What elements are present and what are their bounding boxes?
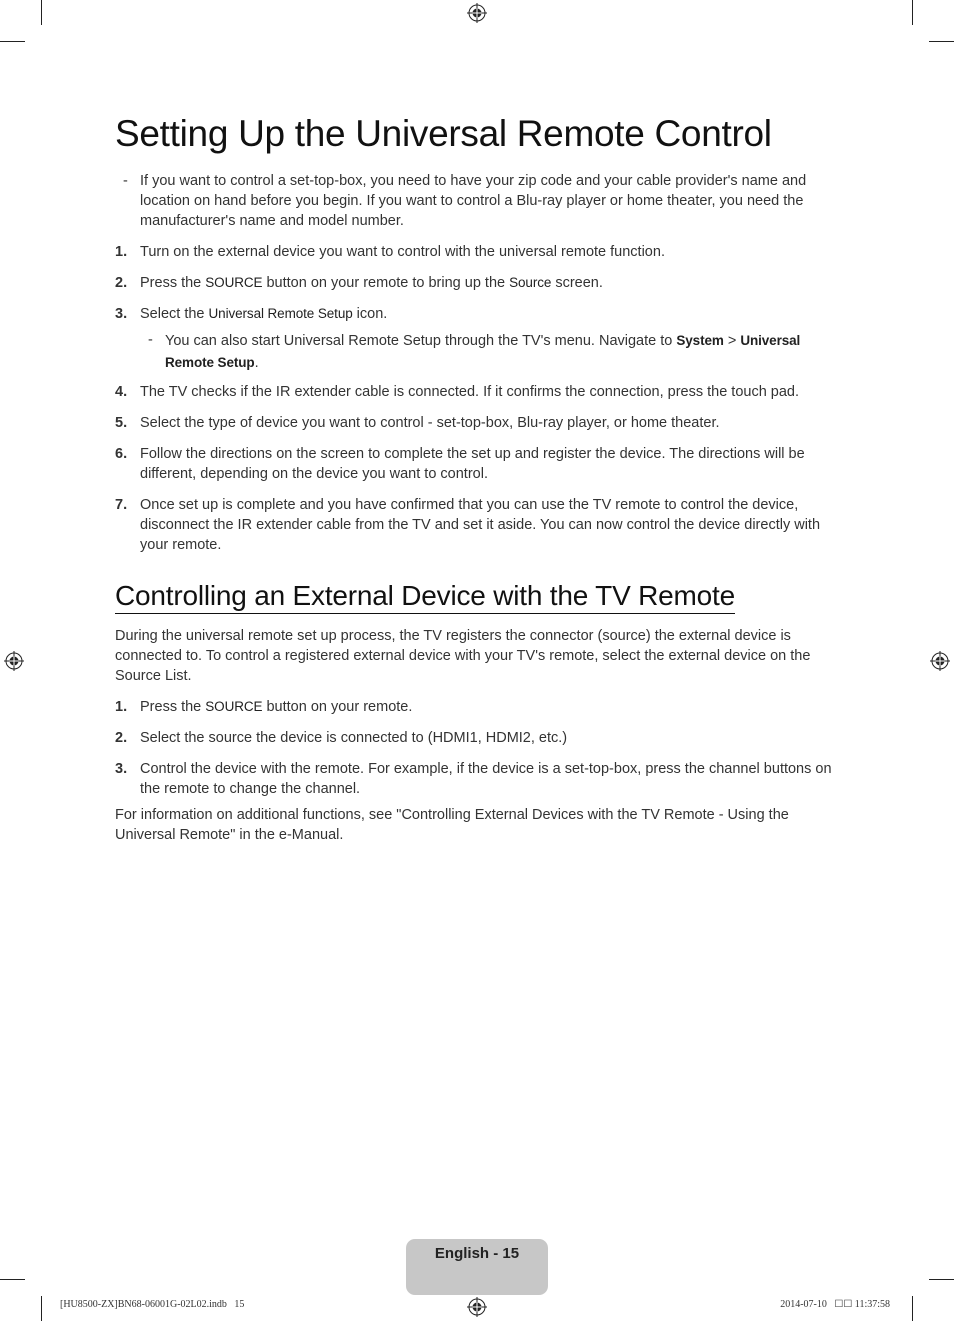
intro-note	[115, 171, 840, 231]
control-step	[115, 728, 840, 748]
step-text-part: Press the	[140, 275, 206, 291]
step-text-part: button on your remote to bring up the	[262, 275, 510, 291]
step-number: 2.	[115, 275, 128, 291]
step-number: 5.	[115, 415, 128, 431]
step-text: Control the device with the remote. For example, if the device is a set-top-box, press the channel buttons on the remote to change the channel.	[140, 761, 832, 797]
source-screen-label: Source	[509, 275, 552, 290]
step-text: Turn on the external device you want to control with the universal remote function.	[140, 244, 665, 260]
control-step	[115, 697, 840, 717]
step-text-part: screen.	[551, 275, 603, 291]
step-number: 1.	[115, 699, 128, 715]
universal-remote-setup-menu-label: Universal Remote Setup	[165, 333, 801, 370]
crop-mark	[929, 41, 954, 42]
step-number: 2.	[115, 730, 128, 746]
crop-mark	[0, 1279, 25, 1280]
page-number-label: English - 15	[434, 1245, 520, 1262]
crop-mark	[912, 1296, 913, 1321]
step-text-part: icon.	[352, 306, 388, 322]
crop-mark	[929, 1279, 954, 1280]
note-text-part: >	[723, 333, 741, 349]
step-number: 7.	[115, 497, 128, 513]
step-text: Once set up is complete and you have confirmed that you can use the TV remote to control the device, disconnect the IR extender cable from the TV and set it aside. You can now control the device directly with your remote.	[140, 497, 821, 553]
section-title: Controlling an External Device with the TV Remote	[115, 580, 735, 614]
step-text-part: button on your remote.	[262, 699, 413, 715]
step-text	[140, 304, 840, 324]
step-sub-note	[140, 330, 840, 374]
note-text: If you want to control a set-top-box, you need to have your zip code and your cable provider's name and location on hand before you begin. If you want to control a Blu-ray player or home theater, you need the manufacturer's name and model number.	[140, 173, 807, 229]
step-text-part: Press the	[140, 699, 206, 715]
page-title: Setting Up the Universal Remote Control	[115, 113, 772, 154]
step-text: The TV checks if the IR extender cable is connected. If it confirms the connection, press the touch pad.	[140, 384, 800, 400]
source-button-label: SOURCE	[205, 699, 263, 714]
step-number: 1.	[115, 244, 128, 260]
setup-step	[115, 304, 840, 324]
registration-mark-icon	[467, 3, 487, 23]
crop-mark	[41, 1296, 42, 1321]
section-intro: During the universal remote set up process, the TV registers the connector (source) the external device is connected to. To control a registered external device with your TV's remote, select the external device on the Source List.	[115, 628, 811, 684]
registration-mark-icon	[467, 1297, 487, 1317]
note-text-part: You can also start Universal Remote Setup through the TV's menu. Navigate to	[165, 333, 677, 349]
step-number: 4.	[115, 384, 128, 400]
setup-step	[115, 413, 840, 433]
registration-mark-icon	[930, 651, 950, 671]
step-text: Follow the directions on the screen to complete the set up and register the device. The directions will be different, depending on the device you want to control.	[140, 446, 805, 482]
setup-step	[115, 495, 840, 555]
note-dash: -	[148, 332, 153, 348]
crop-mark	[41, 0, 42, 25]
step-text-part: Select the	[140, 306, 209, 322]
step-number: 3.	[115, 306, 128, 322]
step-text	[140, 697, 840, 717]
step-text	[140, 273, 840, 293]
system-menu-label: System	[676, 333, 724, 348]
step-text: Select the type of device you want to control - set-top-box, Blu-ray player, or home theater.	[140, 415, 720, 431]
step-text: Select the source the device is connected to (HDMI1, HDMI2, etc.)	[140, 730, 568, 746]
setup-step	[115, 273, 840, 293]
crop-mark	[0, 41, 25, 42]
print-date-info: 2014-07-10 ☐☐ 11:37:58	[780, 1299, 890, 1310]
universal-remote-setup-label: Universal Remote Setup	[208, 306, 353, 321]
note-text	[165, 330, 840, 374]
print-file-info: [HU8500-ZX]BN68-06001G-02L02.indb 15	[60, 1299, 245, 1310]
note-text-part: .	[254, 355, 259, 371]
registration-mark-icon	[4, 651, 24, 671]
crop-mark	[912, 0, 913, 25]
setup-step	[115, 382, 840, 402]
setup-step	[115, 444, 840, 484]
step-number: 3.	[115, 761, 128, 777]
setup-step	[115, 242, 840, 262]
step-number: 6.	[115, 446, 128, 462]
note-dash: -	[123, 173, 128, 189]
source-button-label: SOURCE	[205, 275, 263, 290]
closing-paragraph: For information on additional functions, see "Controlling External Devices with the TV Remote - Using the Universal Remote" in the e-Manual.	[115, 807, 789, 843]
control-step	[115, 759, 840, 799]
